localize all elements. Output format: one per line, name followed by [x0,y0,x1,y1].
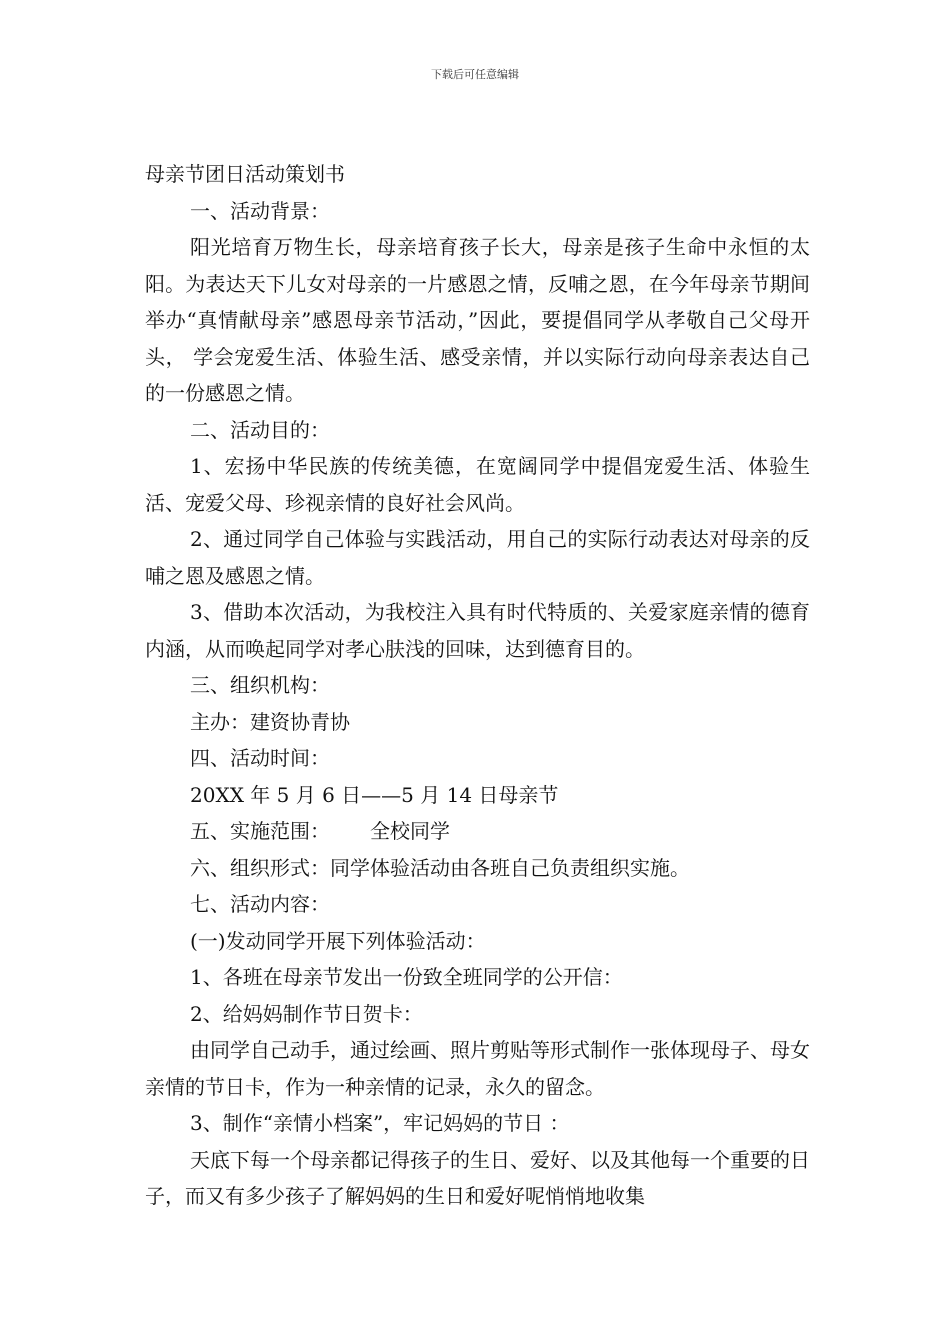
section-5-value: 全校同学 [370,819,450,843]
page-header: 下载后可任意编辑 [431,68,519,81]
section-2-item-3: 3、借助本次活动，为我校注入具有时代特质的、关爱家庭亲情的德育内涵，从而唤起同学对孝心肤浅的回味，达到德育目的。 [145,600,810,661]
section-7-item-2-body: 由同学自己动手，通过绘画、照片剪贴等形式制作一张体现母子、母女亲情的节日卡，作为一种亲情的记录，永久的留念。 [145,1038,810,1099]
section-2-item-1: 1、宏扬中华民族的传统美德，在宽阔同学中提倡宠爱生活、体验生活、宠爱父母、珍视亲情的良好社会风尚。 [145,454,810,515]
section-7-subheading: (一)发动同学开展下列体验活动： [190,928,486,953]
section-6-line: 六、组织形式：同学体验活动由各班自己负责组织实施。 [190,855,690,880]
section-3-heading: 三、组织机构： [190,673,330,697]
section-2-heading: 二、活动目的： [190,417,330,442]
section-5-line [145,813,810,850]
document-body [145,156,810,1215]
section-5-label: 五、实施范围： [190,819,330,843]
section-1-paragraph: 阳光培育万物生长，母亲培育孩子长大，母亲是孩子生命中永恒的太阳。为表达天下儿女对母亲的一片感恩之情，反哺之恩，在今年母亲节期间举办“真情献母亲”感恩母亲节活动，”因此，要提倡同学从孝敬自己父母开头， 学会宠爱生活、体验生活、感受亲情，并以实际行动向母亲表达自己的一份感恩之情。 [145,235,810,405]
section-4-heading: 四、活动时间： [190,746,330,770]
section-3-body: 主办：建资协青协 [190,709,350,734]
section-2-item-2: 2、通过同学自己体验与实践活动，用自己的实际行动表达对母亲的反哺之恩及感恩之情。 [145,527,810,588]
section-7-item-2: 2、给妈妈制作节日贺卡： [190,1001,423,1026]
document-title: 母亲节团日活动策划书 [145,162,345,186]
section-7-item-1: 1、各班在母亲节发出一份致全班同学的公开信： [190,965,623,989]
section-7-item-3-body: 天底下每一个母亲都记得孩子的生日、爱好、以及其他每一个重要的日子，而又有多少孩子了解妈妈的生日和爱好呢悄悄地收集 [145,1147,810,1208]
section-7-heading: 七、活动内容： [190,892,330,916]
section-7-item-3: 3、制作“亲情小档案”，牢记妈妈的节日 ： [190,1111,570,1135]
section-4-body: 20XX 年 5 月 6 日——5 月 14 日母亲节 [190,782,559,807]
section-1-heading: 一、活动背景： [190,198,330,223]
